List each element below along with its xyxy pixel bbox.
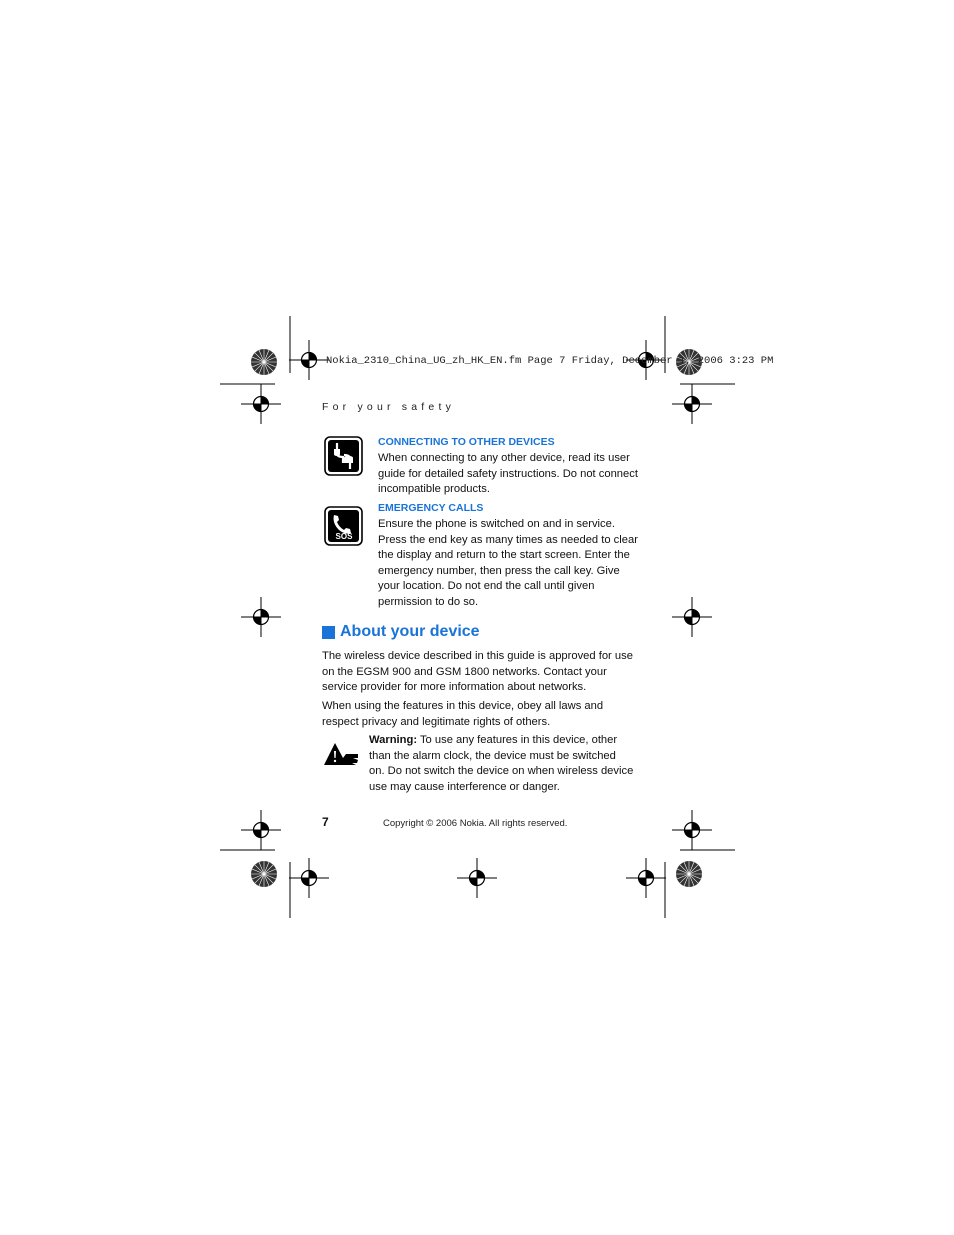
warning-label: Warning: (369, 734, 418, 746)
warning-body: To use any features in this device, other than the alarm clock, the device must be switched on. Do not switch the device on when wireless device use may cause interference or danger. (369, 734, 634, 793)
svg-text:SOS: SOS (335, 532, 353, 541)
copyright: Copyright © 2006 Nokia. All rights reserved. (383, 818, 568, 829)
section-title (322, 623, 480, 641)
sos-phone-icon (324, 506, 363, 546)
safety-item-emergency (324, 502, 644, 607)
safety-heading: EMERGENCY CALLS (378, 502, 484, 514)
section-title-text: About your device (340, 623, 480, 640)
safety-text: Ensure the phone is switched on and in service. Press the end key as many times as needed to clear the display and return to the start screen. Enter the emergency number, then press the call key. Give your location. Do not end the call until given permission to do so. (378, 518, 638, 608)
safety-item-connecting (324, 436, 644, 496)
warning-text (369, 733, 634, 795)
file-header: Nokia_2310_China_UG_zh_HK_EN.fm Page 7 Friday, December 1, 2006 3:23 PM (326, 355, 774, 367)
paragraph: When using the features in this device, obey all laws and respect privacy and legitimate rights of others. (322, 700, 604, 728)
paragraph: The wireless device described in this guide is approved for use on the EGSM 900 and GSM 1800 networks. Contact your service provider for more information about networks. (322, 650, 633, 694)
warning-hand-icon (323, 740, 359, 766)
page-number: 7 (322, 815, 329, 829)
section-bullet-icon (322, 626, 335, 639)
safety-heading: CONNECTING TO OTHER DEVICES (378, 436, 555, 448)
running-head: For your safety (322, 401, 456, 413)
safety-text: When connecting to any other device, read its user guide for detailed safety instructions. Do not connect incompatible products. (378, 452, 638, 496)
plug-connection-icon (324, 436, 363, 476)
